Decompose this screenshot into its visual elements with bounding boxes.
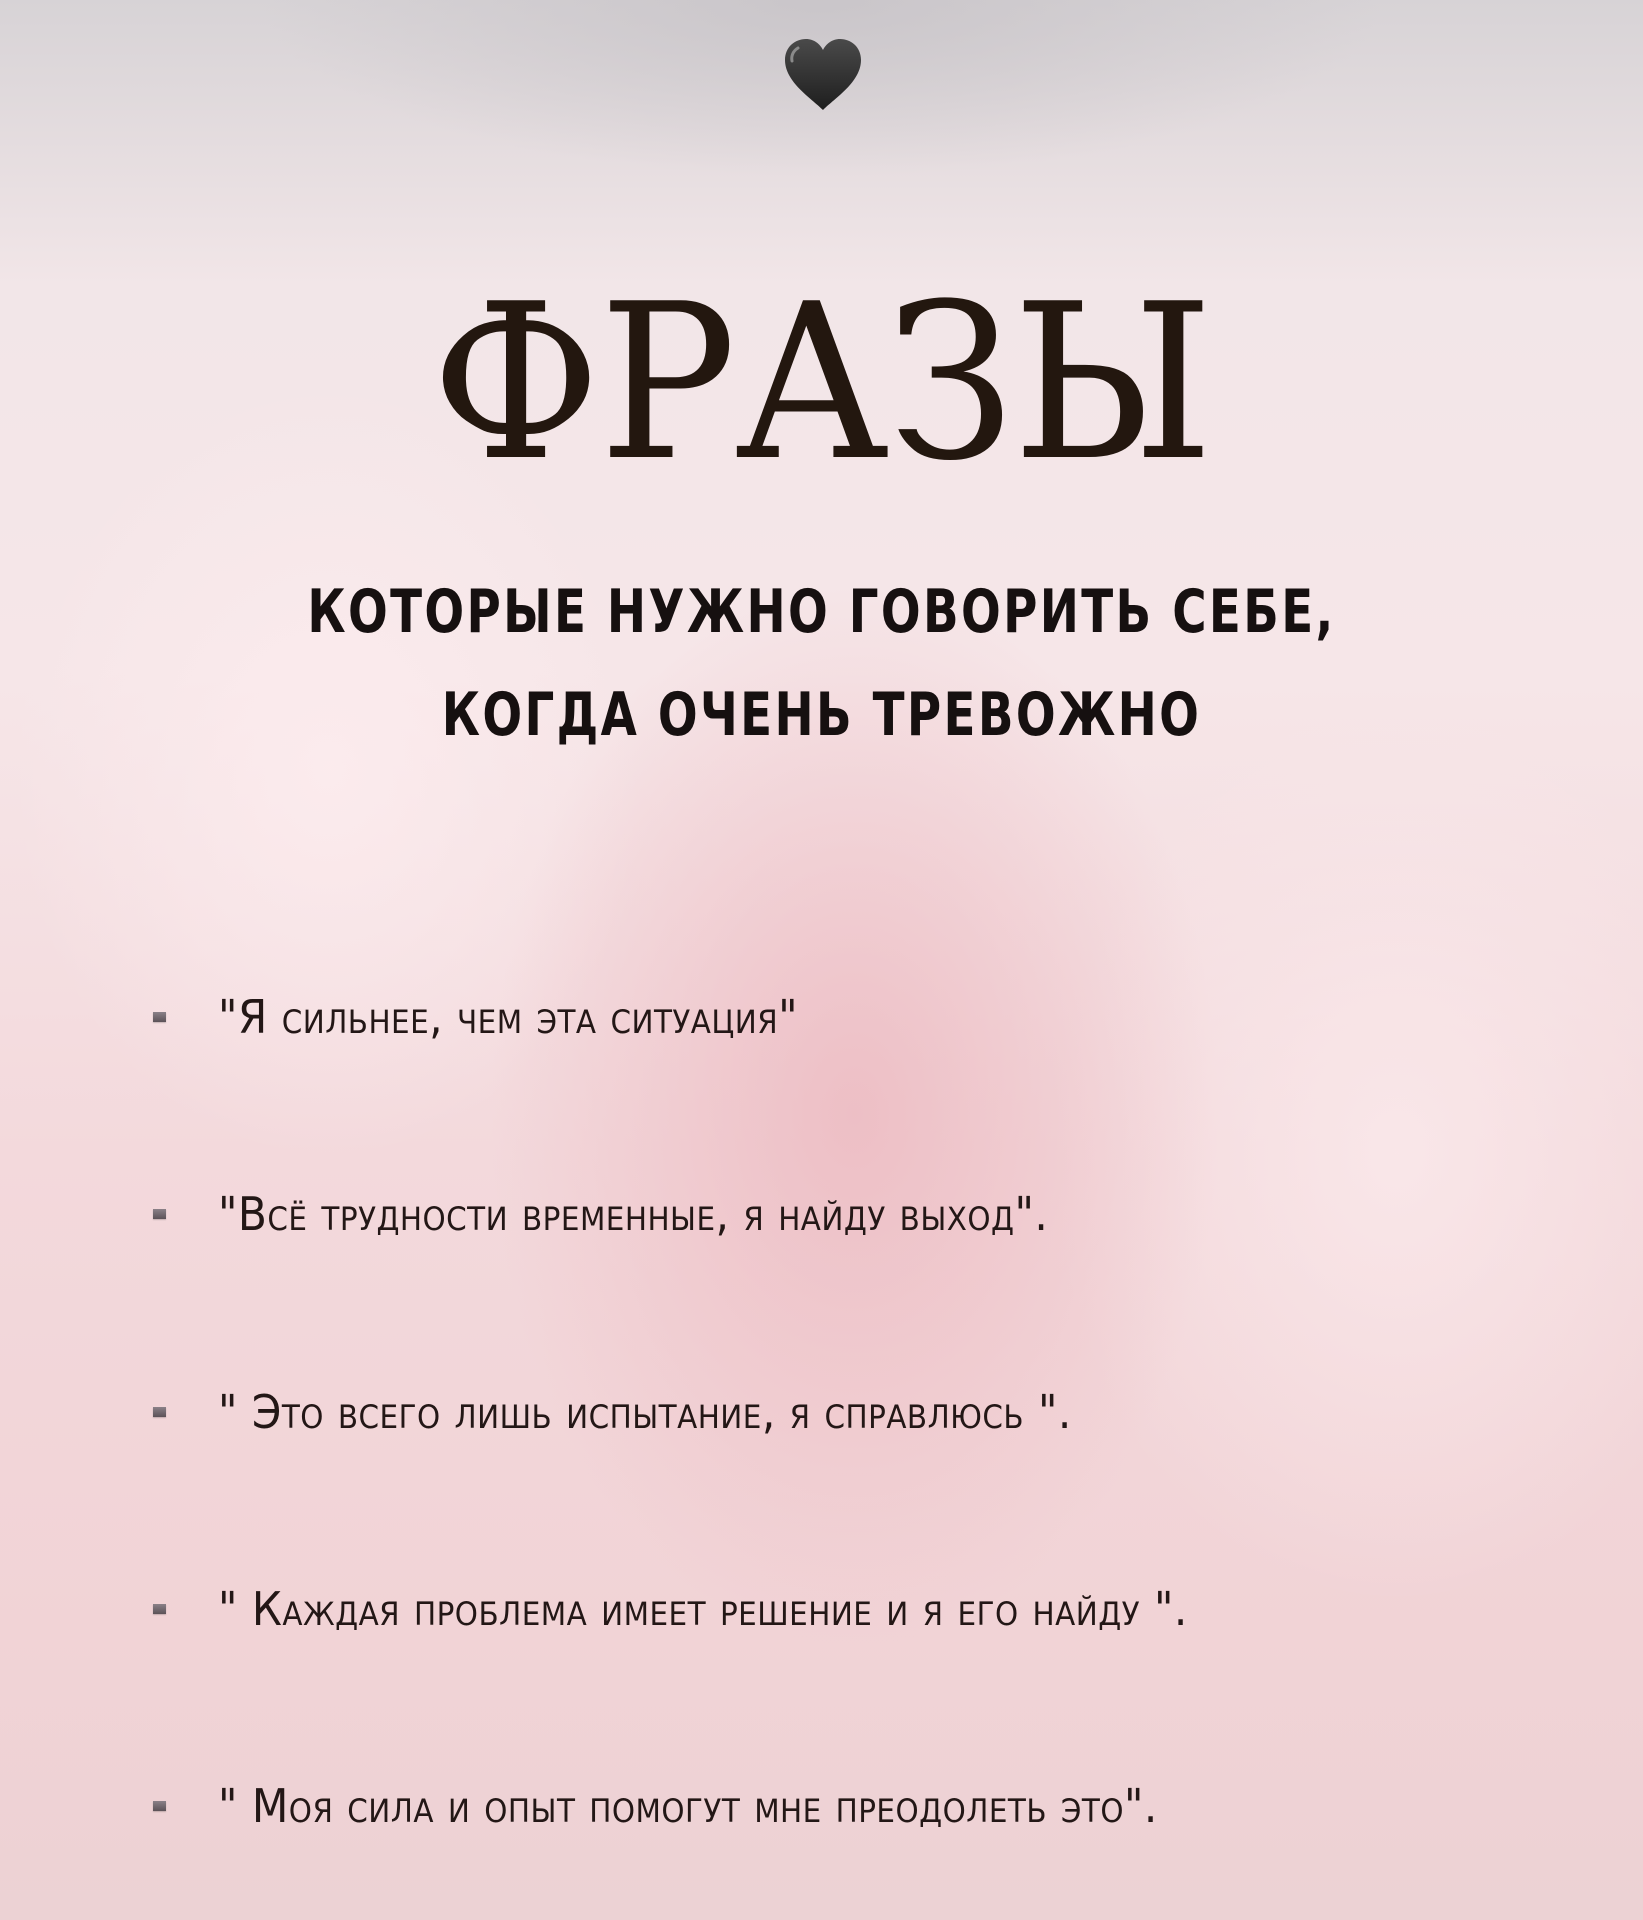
square-bullet-icon [153, 1012, 166, 1022]
phrase-text: " Это всего лишь испытание, я справлюсь ". [218, 1385, 1072, 1439]
subtitle-line-2: КОГДА ОЧЕНЬ ТРЕВОЖНО [441, 680, 1202, 750]
phrase-text: "Я сильнее, чем эта ситуация" [218, 990, 799, 1044]
list-item [153, 1174, 1121, 1254]
phrase-text: "Всё трудности временные, я найду выход". [218, 1187, 1049, 1241]
square-bullet-icon [153, 1801, 166, 1811]
list-item [153, 1766, 1240, 1846]
phrase-text: " Моя сила и опыт помогут мне преодолеть это". [218, 1779, 1158, 1833]
list-item [153, 1569, 1272, 1649]
subtitle-line-1: КОТОРЫЕ НУЖНО ГОВОРИТЬ СЕБЕ, [307, 577, 1336, 647]
list-item [153, 977, 848, 1057]
square-bullet-icon [153, 1209, 166, 1219]
square-bullet-icon [153, 1407, 166, 1417]
phrase-text: " Каждая проблема имеет решение и я его найду ". [218, 1582, 1188, 1636]
list-item [153, 1372, 1146, 1452]
page-title: ФРАЗЫ [431, 257, 1212, 508]
square-bullet-icon [153, 1604, 166, 1614]
